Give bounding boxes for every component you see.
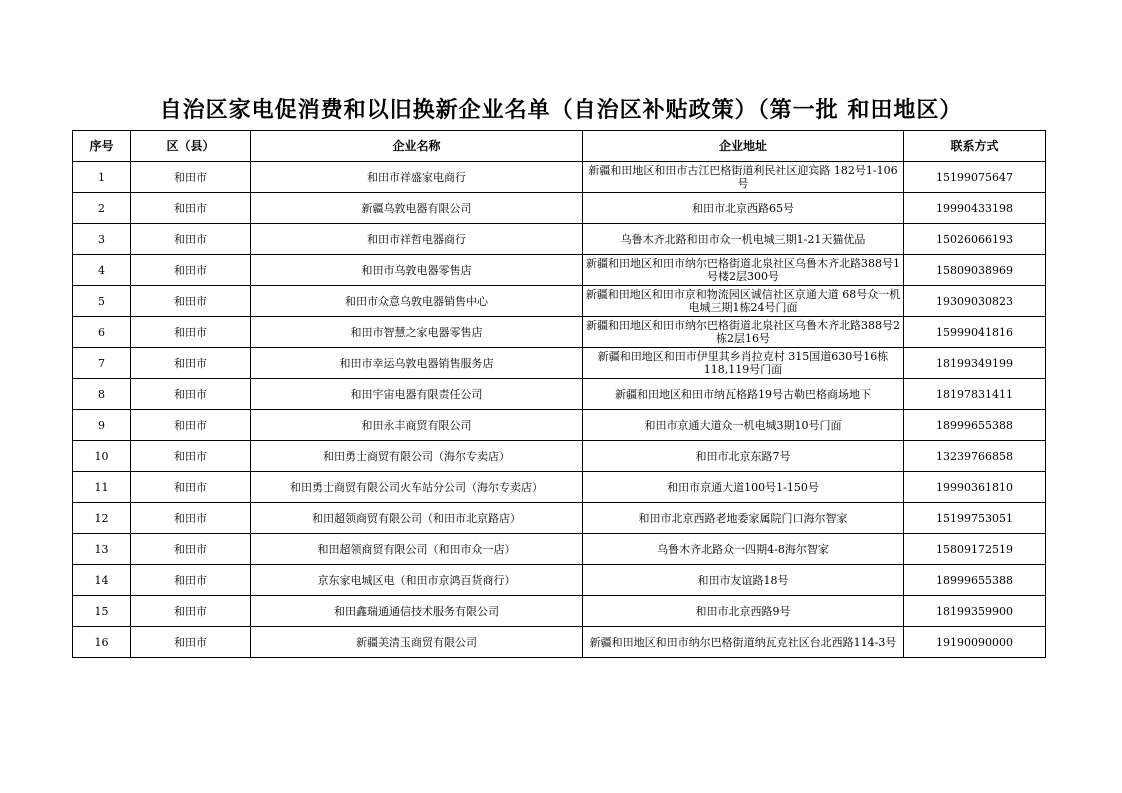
table-row <box>73 596 1046 627</box>
cell-name: 和田超领商贸有限公司（和田市众一店） <box>251 534 583 565</box>
cell-phone: 13239766858 <box>904 441 1046 472</box>
cell-no: 15 <box>73 596 131 627</box>
table-row <box>73 224 1046 255</box>
table-row <box>73 162 1046 193</box>
table-row <box>73 348 1046 379</box>
cell-address: 和田市北京西路65号 <box>583 193 904 224</box>
cell-name: 和田市祥哲电器商行 <box>251 224 583 255</box>
cell-district: 和田市 <box>131 255 251 286</box>
cell-no: 1 <box>73 162 131 193</box>
header-address: 企业地址 <box>583 131 904 162</box>
cell-district: 和田市 <box>131 317 251 348</box>
cell-address: 和田市友谊路18号 <box>583 565 904 596</box>
cell-phone: 19190090000 <box>904 627 1046 658</box>
cell-phone: 18999655388 <box>904 565 1046 596</box>
table-row <box>73 503 1046 534</box>
cell-phone: 15026066193 <box>904 224 1046 255</box>
cell-address: 新疆和田地区和田市纳尔巴格街道北泉社区乌鲁木齐北路388号1号楼2层300号 <box>583 255 904 286</box>
cell-address: 新疆和田地区和田市古江巴格街道利民社区迎宾路 182号1-106号 <box>583 162 904 193</box>
table-row <box>73 441 1046 472</box>
cell-no: 13 <box>73 534 131 565</box>
cell-name: 和田勇士商贸有限公司火车站分公司（海尔专卖店） <box>251 472 583 503</box>
cell-district: 和田市 <box>131 472 251 503</box>
header-district: 区（县） <box>131 131 251 162</box>
cell-no: 16 <box>73 627 131 658</box>
table-row <box>73 534 1046 565</box>
cell-district: 和田市 <box>131 224 251 255</box>
cell-district: 和田市 <box>131 348 251 379</box>
cell-phone: 18199349199 <box>904 348 1046 379</box>
table-row <box>73 410 1046 441</box>
cell-address: 和田市北京西路9号 <box>583 596 904 627</box>
cell-district: 和田市 <box>131 410 251 441</box>
cell-district: 和田市 <box>131 441 251 472</box>
cell-phone: 18999655388 <box>904 410 1046 441</box>
cell-name: 和田鑫瑞通通信技术服务有限公司 <box>251 596 583 627</box>
cell-no: 7 <box>73 348 131 379</box>
cell-phone: 15999041816 <box>904 317 1046 348</box>
cell-district: 和田市 <box>131 627 251 658</box>
cell-address: 和田市京通大道众一机电城3期10号门面 <box>583 410 904 441</box>
cell-name: 和田市乌敦电器零售店 <box>251 255 583 286</box>
cell-address: 和田市北京西路老地委家属院门口海尔智家 <box>583 503 904 534</box>
cell-name: 和田市智慧之家电器零售店 <box>251 317 583 348</box>
table-row <box>73 627 1046 658</box>
cell-address: 新疆和田地区和田市纳尔巴格街道纳瓦克社区台北西路114-3号 <box>583 627 904 658</box>
cell-name: 新疆美清玉商贸有限公司 <box>251 627 583 658</box>
cell-district: 和田市 <box>131 162 251 193</box>
cell-name: 和田市幸运乌敦电器销售服务店 <box>251 348 583 379</box>
cell-address: 新疆和田地区和田市京和物流园区诚信社区京通大道 68号众一机电城三期1栋24号门面 <box>583 286 904 317</box>
cell-no: 4 <box>73 255 131 286</box>
table-row <box>73 286 1046 317</box>
cell-no: 9 <box>73 410 131 441</box>
enterprise-table <box>72 130 1046 658</box>
cell-district: 和田市 <box>131 565 251 596</box>
cell-no: 10 <box>73 441 131 472</box>
table-row <box>73 193 1046 224</box>
cell-phone: 19990361810 <box>904 472 1046 503</box>
cell-name: 和田超领商贸有限公司（和田市北京路店） <box>251 503 583 534</box>
document-title: 自治区家电促消费和以旧换新企业名单（自治区补贴政策）（第一批 和田地区） <box>159 97 963 123</box>
cell-address: 新疆和田地区和田市伊里其乡肖拉克村 315国道630号16栋118,119号门面 <box>583 348 904 379</box>
cell-no: 6 <box>73 317 131 348</box>
cell-address: 新疆和田地区和田市纳尔巴格街道北泉社区乌鲁木齐北路388号2栋2层16号 <box>583 317 904 348</box>
cell-no: 3 <box>73 224 131 255</box>
cell-phone: 15199753051 <box>904 503 1046 534</box>
cell-phone: 19309030823 <box>904 286 1046 317</box>
cell-address: 新疆和田地区和田市纳瓦格路19号古勒巴格商场地下 <box>583 379 904 410</box>
cell-address: 和田市京通大道100号1-150号 <box>583 472 904 503</box>
cell-address: 和田市北京东路7号 <box>583 441 904 472</box>
table-row <box>73 565 1046 596</box>
cell-no: 2 <box>73 193 131 224</box>
cell-no: 11 <box>73 472 131 503</box>
cell-name: 和田宇宙电器有限责任公司 <box>251 379 583 410</box>
cell-phone: 15199075647 <box>904 162 1046 193</box>
cell-no: 12 <box>73 503 131 534</box>
cell-phone: 18197831411 <box>904 379 1046 410</box>
table-row <box>73 255 1046 286</box>
header-no: 序号 <box>73 131 131 162</box>
cell-district: 和田市 <box>131 503 251 534</box>
table-body <box>73 162 1046 658</box>
cell-no: 5 <box>73 286 131 317</box>
cell-name: 京东家电城区电（和田市京鸿百货商行） <box>251 565 583 596</box>
cell-address: 乌鲁木齐北路和田市众一机电城三期1-21天猫优品 <box>583 224 904 255</box>
table-row <box>73 317 1046 348</box>
cell-no: 14 <box>73 565 131 596</box>
cell-district: 和田市 <box>131 193 251 224</box>
cell-phone: 15809038969 <box>904 255 1046 286</box>
cell-phone: 15809172519 <box>904 534 1046 565</box>
cell-name: 新疆乌敦电器有限公司 <box>251 193 583 224</box>
header-name: 企业名称 <box>251 131 583 162</box>
table-row <box>73 472 1046 503</box>
cell-district: 和田市 <box>131 379 251 410</box>
cell-phone: 18199359900 <box>904 596 1046 627</box>
cell-name: 和田勇士商贸有限公司（海尔专卖店） <box>251 441 583 472</box>
table-row <box>73 379 1046 410</box>
cell-district: 和田市 <box>131 534 251 565</box>
cell-name: 和田市众意乌敦电器销售中心 <box>251 286 583 317</box>
cell-name: 和田市祥盛家电商行 <box>251 162 583 193</box>
cell-no: 8 <box>73 379 131 410</box>
cell-name: 和田永丰商贸有限公司 <box>251 410 583 441</box>
cell-district: 和田市 <box>131 596 251 627</box>
header-phone: 联系方式 <box>904 131 1046 162</box>
cell-address: 乌鲁木齐北路众一四期4-8海尔智家 <box>583 534 904 565</box>
cell-phone: 19990433198 <box>904 193 1046 224</box>
table-header-row <box>73 131 1046 162</box>
cell-district: 和田市 <box>131 286 251 317</box>
